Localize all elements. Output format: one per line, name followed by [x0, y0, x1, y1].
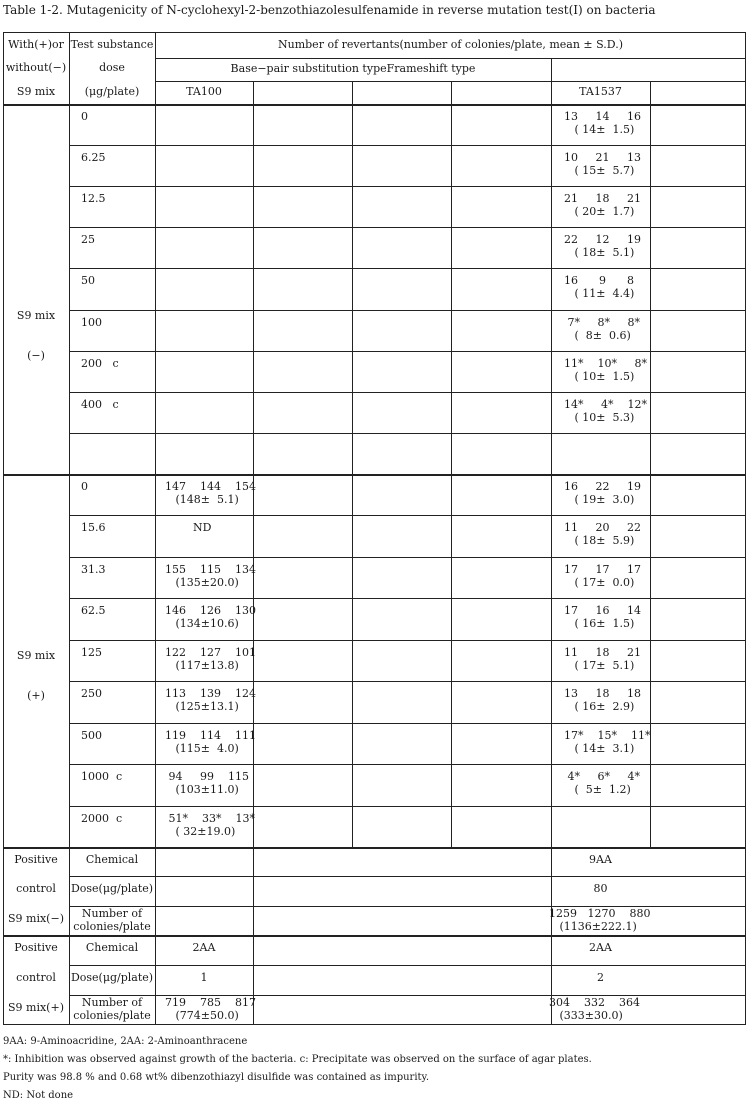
column-rule	[451, 81, 452, 847]
group-s9-plus-label: S9 mix	[16, 649, 56, 662]
results-table	[3, 32, 746, 1025]
ta1537-value: 11 20 22 ( 18± 5.9)	[564, 521, 641, 547]
group-s9-plus-sign: (+)	[27, 689, 45, 702]
positive-s9-label: S9 mix(+)	[8, 1001, 64, 1014]
ta1537-value: 11* 10* 8* ( 10± 1.5)	[564, 357, 647, 383]
ta1537-chemical: 2AA	[589, 941, 612, 954]
dose-value: 25	[81, 233, 95, 246]
ta100-value: 51* 33* 13* ( 32±19.0)	[168, 812, 255, 838]
dose-value: 1000 c	[81, 770, 123, 783]
ta1537-value: 7* 8* 8* ( 8± 0.6)	[567, 316, 640, 342]
row-rule	[69, 764, 746, 765]
header-dose-unit: (μg/plate)	[84, 85, 140, 98]
row-rule	[69, 268, 746, 269]
row-rule	[3, 1024, 746, 1025]
ta100-value: 146 126 130 (134±10.6)	[165, 604, 256, 630]
row-rule	[69, 640, 746, 641]
ta1537-value: 16 9 8 ( 11± 4.4)	[564, 274, 635, 300]
ta1537-value: 22 12 19 ( 18± 5.1)	[564, 233, 641, 259]
dose-value: 62.5	[81, 604, 106, 617]
header-dose: dose	[99, 61, 125, 74]
ta100-value: 147 144 154 (148± 5.1)	[165, 480, 256, 506]
positive-control-label: control	[16, 971, 56, 984]
row-rule	[3, 104, 746, 106]
row-rule	[69, 681, 746, 682]
row-rule	[3, 935, 746, 937]
dose-value: 0	[81, 480, 88, 493]
row-rule	[69, 351, 746, 352]
ta1537-colonies: 1259 1270 880 (1136±222.1)	[549, 906, 651, 933]
dose-value: 250	[81, 687, 102, 700]
table-title: Table 1-2. Mutagenicity of N-cyclohexyl-2-benzothiazolesulfenamide in reverse mutation test(I) on bacteria	[3, 3, 656, 17]
ta1537-value: 11 18 21 ( 17± 5.1)	[564, 646, 641, 672]
positive-control-label: control	[16, 882, 56, 896]
ta100-colonies: 719 785 817 (774±50.0)	[165, 996, 256, 1022]
footnote-abbrev: 9AA: 9-Aminoacridine, 2AA: 2-Aminoanthracene	[3, 1036, 248, 1047]
dose-value: 400 c	[81, 398, 119, 411]
row-rule	[155, 58, 746, 59]
ta1537-colonies: 304 332 364 (333±30.0)	[549, 996, 640, 1022]
row-rule	[69, 515, 746, 516]
ta1537-value: 14* 4* 12* ( 10± 5.3)	[564, 398, 647, 424]
dose-label: Dose(μg/plate)	[70, 882, 154, 896]
ta1537-value: 13 18 18 ( 16± 2.9)	[564, 687, 641, 713]
dose-value: 200 c	[81, 357, 119, 370]
ta1537-value: 10 21 13 ( 15± 5.7)	[564, 151, 641, 177]
ta100-value: 113 139 124 (125±13.1)	[165, 687, 256, 713]
row-rule	[3, 847, 746, 849]
row-rule	[69, 723, 746, 724]
header-strain-ta1537: TA1537	[579, 85, 622, 98]
footnote-symbols: *: Inhibition was observed against growth of the bacteria. c: Precipitate was observed on the surface of agar plates.	[3, 1054, 592, 1065]
row-rule	[69, 806, 746, 807]
row-rule	[3, 474, 746, 476]
group-s9-minus-sign: (−)	[27, 349, 45, 362]
positive-label: Positive	[14, 941, 58, 954]
dose-value: 31.3	[81, 563, 106, 576]
row-rule	[69, 876, 746, 877]
row-rule	[69, 227, 746, 228]
ta1537-value: 17* 15* 11* ( 14± 3.1)	[564, 729, 651, 755]
header-strain-ta100: TA100	[186, 85, 222, 98]
dose-value: 0	[81, 110, 88, 123]
row-rule	[69, 310, 746, 311]
ta1537-value: 13 14 16 ( 14± 1.5)	[564, 110, 641, 136]
ta100-value: 94 99 115 (103±11.0)	[168, 770, 249, 796]
row-rule	[69, 186, 746, 187]
dose-value: 500	[81, 729, 102, 742]
ta100-value: 122 127 101 (117±13.8)	[165, 646, 256, 672]
column-rule	[551, 81, 552, 847]
footnote-purity: Purity was 98.8 % and 0.68 wt% dibenzothiazyl disulfide was contained as impurity.	[3, 1072, 430, 1083]
chemical-label: Chemical	[85, 853, 139, 866]
column-rule	[3, 32, 4, 1025]
ta100-dose: 1	[200, 971, 208, 984]
ta1537-dose: 80	[593, 882, 608, 896]
dose-value: 100	[81, 316, 102, 329]
positive-label: Positive	[14, 853, 58, 866]
header-test-substance: Test substance	[70, 38, 154, 51]
ta1537-value: 4* 6* 4* ( 5± 1.2)	[567, 770, 640, 796]
ta100-chemical: 2AA	[192, 941, 216, 954]
row-rule	[3, 32, 746, 33]
dose-label: Dose(μg/plate)	[70, 971, 154, 984]
row-rule	[69, 392, 746, 393]
row-rule	[69, 145, 746, 146]
dose-value: 125	[81, 646, 102, 659]
dose-value: 12.5	[81, 192, 106, 205]
dose-value: 15.6	[81, 521, 106, 534]
header-type-label: Base−pair substitution typeFrameshift type	[230, 62, 476, 75]
row-rule	[69, 965, 746, 966]
header-with-without: With(+)or	[8, 38, 64, 51]
dose-value: 50	[81, 274, 95, 287]
ta1537-chemical: 9AA	[589, 853, 612, 866]
ta1537-dose: 2	[597, 971, 604, 984]
ta100-value: ND	[165, 521, 212, 534]
footnotes	[3, 1033, 592, 1105]
column-rule	[551, 58, 552, 81]
ta100-value: 155 115 134 (135±20.0)	[165, 563, 256, 589]
column-rule	[352, 81, 353, 847]
ta1537-value: 16 22 19 ( 19± 3.0)	[564, 480, 641, 506]
footnote-nd: ND: Not done	[3, 1090, 74, 1101]
ta1537-value: 17 16 14 ( 16± 1.5)	[564, 604, 641, 630]
ta1537-value: 17 17 17 ( 17± 0.0)	[564, 563, 641, 589]
ta1537-value: 21 18 21 ( 20± 1.7)	[564, 192, 641, 218]
header-with-without-2: without(−)	[5, 61, 67, 74]
ta100-value: 119 114 111 (115± 4.0)	[165, 729, 256, 755]
dose-value: 6.25	[81, 151, 106, 164]
row-rule	[69, 598, 746, 599]
colonies-label: Number of colonies/plate	[73, 906, 151, 933]
group-s9-minus-label: S9 mix	[16, 309, 56, 322]
chemical-label: Chemical	[85, 941, 139, 954]
dose-value: 2000 c	[81, 812, 123, 825]
header-revertants: Number of revertants(number of colonies/plate, mean ± S.D.)	[278, 38, 623, 51]
positive-s9-label: S9 mix(−)	[8, 911, 64, 925]
colonies-label: Number of colonies/plate	[73, 996, 151, 1022]
row-rule	[69, 433, 746, 434]
header-s9-mix: S9 mix	[16, 85, 56, 98]
row-rule	[69, 557, 746, 558]
